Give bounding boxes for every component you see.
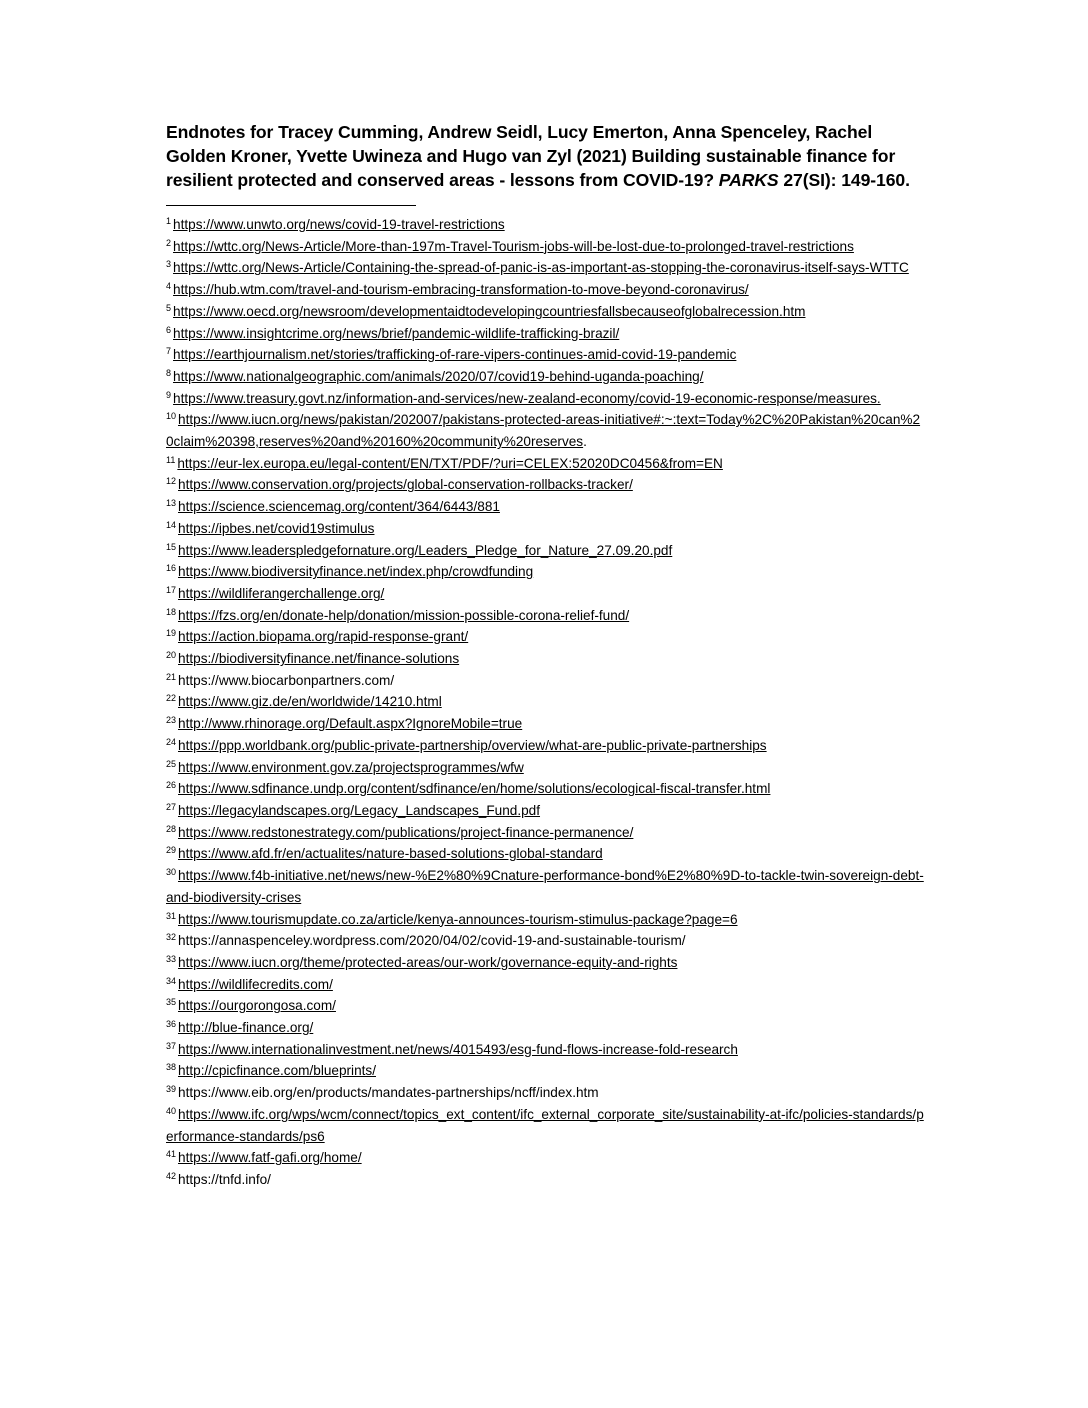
endnote-link[interactable]: https://hub.wtm.com/travel-and-tourism-embracing-transformation-to-move-beyond-coronavirus/ xyxy=(173,282,749,298)
endnote-link[interactable]: https://www.tourismupdate.co.za/article/kenya-announces-tourism-stimulus-package?page=6 xyxy=(178,911,738,927)
endnote-link[interactable]: https://wildlifecredits.com/ xyxy=(178,976,333,992)
endnote-number: 9 xyxy=(166,389,172,400)
endnote-number: 33 xyxy=(166,953,177,964)
endnote-number: 5 xyxy=(166,302,172,313)
endnote-link[interactable]: https://ourgorongosa.com/ xyxy=(178,998,336,1014)
endnote-number: 41 xyxy=(166,1149,177,1160)
endnote-number: 37 xyxy=(166,1040,177,1051)
endnote-number: 26 xyxy=(166,780,177,791)
endnote-number: 3 xyxy=(166,259,172,270)
endnote-item xyxy=(166,301,926,323)
endnote-list xyxy=(166,214,926,1191)
endnote-number: 6 xyxy=(166,324,172,335)
endnote-number: 31 xyxy=(166,910,177,921)
endnote-item xyxy=(166,257,926,279)
endnote-item xyxy=(166,453,926,475)
endnote-number: 32 xyxy=(166,932,177,943)
endnote-link[interactable]: https://www.iucn.org/news/pakistan/202007/pakistans-protected-areas-initiative#:~:text=Today%2C%20Pakistan%20can%20claim%20398,reserves%20and%20160%20community%20reserves xyxy=(166,412,921,450)
endnote-link[interactable]: https://biodiversityfinance.net/finance-solutions xyxy=(178,651,460,667)
endnote-link[interactable]: https://www.environment.gov.za/projectsprogrammes/wfw xyxy=(178,759,524,775)
endnote-number: 28 xyxy=(166,823,177,834)
endnote-link[interactable]: https://www.redstonestrategy.com/publications/project-finance-permanence/ xyxy=(178,824,634,840)
endnote-link[interactable]: https://www.f4b-initiative.net/news/new-%E2%80%9Cnature-performance-bond%E2%80%9D-to-tackle-twin-sovereign-debt-and-biodiversity-crises xyxy=(166,868,924,905)
endnote-item xyxy=(166,757,926,779)
document-title xyxy=(166,120,926,192)
endnote-item xyxy=(166,605,926,627)
endnote-link[interactable]: http://www.rhinorage.org/Default.aspx?IgnoreMobile=true xyxy=(178,716,523,732)
endnote-link[interactable]: https://www.sdfinance.undp.org/content/sdfinance/en/home/solutions/ecological-fiscal-transfer.html xyxy=(178,781,771,797)
endnote-item xyxy=(166,214,926,236)
endnote-item xyxy=(166,1082,926,1104)
endnote-item xyxy=(166,1017,926,1039)
endnote-item xyxy=(166,691,926,713)
endnote-number: 12 xyxy=(166,476,177,487)
endnote-number: 39 xyxy=(166,1084,177,1095)
endnote-link[interactable]: https://action.biopama.org/rapid-response-grant/ xyxy=(178,629,469,645)
endnote-number: 21 xyxy=(166,671,177,682)
endnote-link[interactable]: https://eur-lex.europa.eu/legal-content/EN/TXT/PDF/?uri=CELEX:52020DC0456&from=EN xyxy=(177,455,723,471)
endnote-link[interactable]: https://www.nationalgeographic.com/animals/2020/07/covid19-behind-uganda-poaching/ xyxy=(173,368,704,384)
endnote-item xyxy=(166,474,926,496)
endnote-item xyxy=(166,865,926,908)
endnote-number: 24 xyxy=(166,736,177,747)
endnote-link[interactable]: https://www.unwto.org/news/covid-19-travel-restrictions xyxy=(173,217,505,232)
endnote-item xyxy=(166,952,926,974)
endnote-item xyxy=(166,909,926,931)
endnote-link[interactable]: https://www.internationalinvestment.net/news/4015493/esg-fund-flows-increase-fold-research xyxy=(178,1041,738,1057)
endnote-number: 17 xyxy=(166,584,177,595)
endnote-number: 20 xyxy=(166,650,177,661)
title-suffix: 27(SI): 149-160. xyxy=(778,170,910,190)
endnote-link[interactable]: https://www.insightcrime.org/news/brief/pandemic-wildlife-trafficking-brazil/ xyxy=(173,325,620,341)
endnote-number: 16 xyxy=(166,563,177,574)
endnote-link[interactable]: https://wttc.org/News-Article/More-than-197m-Travel-Tourism-jobs-will-be-lost-due-to-prolonged-travel-restrictions xyxy=(173,238,854,254)
title-prefix: Endnotes for Tracey Cumming, Andrew Seidl, Lucy Emerton, Anna Spenceley, Rachel Golden Kroner, Yvette Uwineza and Hugo van Zyl (2021) Building sustainable finance for resilient protected and conserved areas - lessons from COVID-19? xyxy=(166,122,896,190)
endnote-item xyxy=(166,626,926,648)
endnote-number: 38 xyxy=(166,1062,177,1073)
endnote-item xyxy=(166,561,926,583)
endnote-link[interactable]: http://blue-finance.org/ xyxy=(178,1020,314,1036)
endnote-item xyxy=(166,1060,926,1082)
endnote-item xyxy=(166,800,926,822)
endnote-item xyxy=(166,236,926,258)
endnote-number: 29 xyxy=(166,845,177,856)
endnote-number: 10 xyxy=(166,411,177,422)
endnote-item xyxy=(166,518,926,540)
endnote-number: 11 xyxy=(166,454,176,465)
endnote-number: 7 xyxy=(166,346,172,357)
endnote-link[interactable]: https://tnfd.info/ xyxy=(178,1171,271,1187)
endnote-item xyxy=(166,409,926,452)
endnote-link[interactable]: https://www.giz.de/en/worldwide/14210.html xyxy=(178,694,442,710)
endnote-number: 1 xyxy=(166,216,172,226)
endnote-number: 14 xyxy=(166,519,177,530)
endnote-number: 4 xyxy=(166,281,172,292)
endnote-item xyxy=(166,366,926,388)
endnote-number: 22 xyxy=(166,693,177,704)
endnote-number: 35 xyxy=(166,997,177,1008)
endnote-link[interactable]: https://www.treasury.govt.nz/information-and-services/new-zealand-economy/covid-19-economic-response/measures. xyxy=(173,390,881,406)
endnote-item xyxy=(166,1169,926,1191)
endnote-item xyxy=(166,974,926,996)
endnote-item xyxy=(166,670,926,692)
endnote-number: 36 xyxy=(166,1019,177,1030)
endnote-link[interactable]: http://cpicfinance.com/blueprints/ xyxy=(178,1063,376,1079)
endnote-item xyxy=(166,930,926,952)
endnote-number: 42 xyxy=(166,1170,177,1181)
endnote-link[interactable]: https://www.biodiversityfinance.net/index.php/crowdfunding xyxy=(178,564,534,580)
endnote-number: 30 xyxy=(166,867,177,878)
endnote-number: 18 xyxy=(166,606,177,617)
endnote-item xyxy=(166,344,926,366)
endnote-link[interactable]: https://legacylandscapes.org/Legacy_Landscapes_Fund.pdf xyxy=(178,802,541,818)
endnote-number: 27 xyxy=(166,801,177,812)
endnote-link[interactable]: https://wttc.org/News-Article/Containing-the-spread-of-panic-is-as-important-as-stopping-the-coronavirus-itself-says-WTTC xyxy=(173,260,909,276)
endnote-link[interactable]: https://fzs.org/en/donate-help/donation/mission-possible-corona-relief-fund/ xyxy=(178,607,630,623)
endnote-link[interactable]: https://www.ifc.org/wps/wcm/connect/topics_ext_content/ifc_external_corporate_site/sustainability-at-ifc/policies-standards/performance-standards/ps6 xyxy=(166,1106,924,1144)
endnote-link[interactable]: https://www.conservation.org/projects/global-conservation-rollbacks-tracker/ xyxy=(178,477,633,493)
endnote-link[interactable]: https://www.eib.org/en/products/mandates-partnerships/ncff/index.htm xyxy=(178,1085,599,1101)
endnote-number: 19 xyxy=(166,628,177,639)
endnote-link[interactable]: https://www.oecd.org/newsroom/developmentaidtodevelopingcountriesfallsbecauseofglobalrecession.htm xyxy=(173,303,806,319)
endnote-number: 40 xyxy=(166,1105,177,1116)
endnote-item xyxy=(166,540,926,562)
endnote-item xyxy=(166,1104,926,1147)
endnote-item xyxy=(166,496,926,518)
endnote-number: 13 xyxy=(166,498,177,509)
endnote-number: 15 xyxy=(166,541,177,552)
endnote-item xyxy=(166,843,926,865)
endnote-link[interactable]: https://www.fatf-gafi.org/home/ xyxy=(178,1150,362,1166)
endnote-link[interactable]: https://wildliferangerchallenge.org/ xyxy=(178,585,385,601)
endnote-link[interactable]: https://www.leaderspledgefornature.org/Leaders_Pledge_for_Nature_27.09.20.pdf xyxy=(178,542,673,558)
endnote-item xyxy=(166,778,926,800)
endnote-item xyxy=(166,323,926,345)
journal-name: PARKS xyxy=(718,170,779,190)
endnote-number: 25 xyxy=(166,758,177,769)
endnote-item xyxy=(166,648,926,670)
endnote-number: 2 xyxy=(166,237,172,248)
endnote-item xyxy=(166,735,926,757)
endnote-item xyxy=(166,1147,926,1169)
endnote-item xyxy=(166,822,926,844)
endnote-item xyxy=(166,713,926,735)
footnote-separator xyxy=(166,205,416,206)
endnote-link[interactable]: https://www.afd.fr/en/actualites/nature-based-solutions-global-standard xyxy=(178,846,603,862)
endnote-suffix: . xyxy=(583,434,587,450)
endnote-number: 23 xyxy=(166,715,177,726)
endnote-item xyxy=(166,583,926,605)
endnote-item xyxy=(166,388,926,410)
endnote-item xyxy=(166,995,926,1017)
endnote-item xyxy=(166,1039,926,1061)
endnote-link[interactable]: https://ppp.worldbank.org/public-private-partnership/overview/what-are-public-private-partnerships xyxy=(178,737,767,753)
endnote-link[interactable]: https://www.iucn.org/theme/protected-areas/our-work/governance-equity-and-rights xyxy=(178,954,678,970)
endnote-number: 34 xyxy=(166,975,177,986)
endnote-link[interactable]: https://earthjournalism.net/stories/trafficking-of-rare-vipers-continues-amid-covid-19-pandemic xyxy=(173,347,737,363)
endnote-item xyxy=(166,279,926,301)
endnote-link[interactable]: https://www.biocarbonpartners.com/ xyxy=(178,672,395,688)
endnote-number: 8 xyxy=(166,367,172,378)
endnote-link[interactable]: https://annaspenceley.wordpress.com/2020/04/02/covid-19-and-sustainable-tourism/ xyxy=(178,933,686,949)
endnote-link[interactable]: https://science.sciencemag.org/content/364/6443/881 xyxy=(178,499,500,515)
endnote-link[interactable]: https://ipbes.net/covid19stimulus xyxy=(178,520,375,536)
